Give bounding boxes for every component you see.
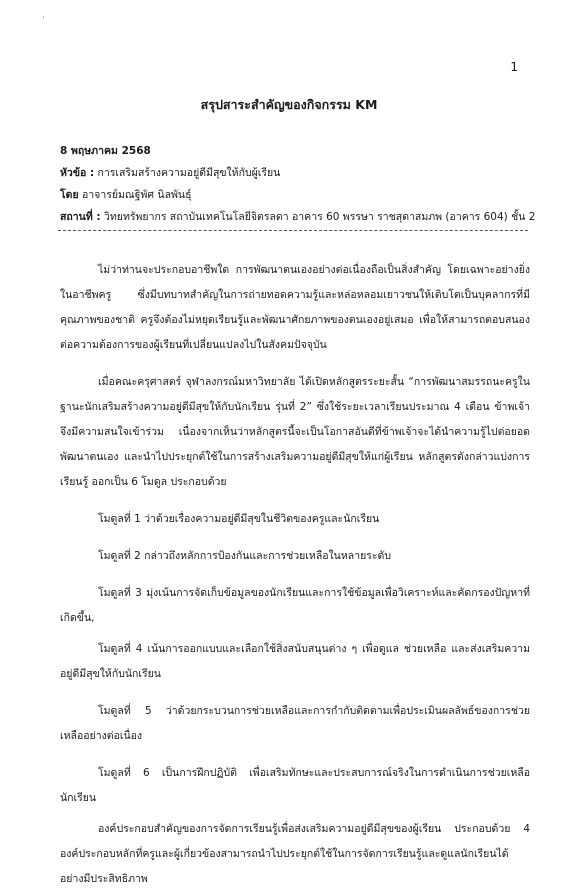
module-2: โมดูลที่ 2 กล่าวถึงหลักการป้องกันและการช่วยเหลือในหลายระดับ	[98, 550, 392, 562]
paragraph-intro: ไม่ว่าท่านจะประกอบอาชีพใด การพัฒนาตนเองอย่างต่อเนื่องถือเป็นสิ่งสำคัญ โดยเฉพาะอย่างยิ่งในอาชีพครู ซึ่งมีบทบาทสำคัญในการถ่ายทอดความรู้และหล่อหลอมเยาวชนให้เติบโตเป็นบุคลากรที่มีคุณภาพของชาติ ครูจึงต้องไม่หยุดเรียนรู้และพัฒนาศักยภาพของตนเองอยู่เสมอ เพื่อให้สามารถตอบสนองต่อความต้องการของผู้เรียนที่เปลี่ยนแปลงไปในสังคมปัจจุบัน	[60, 264, 530, 351]
place-label: สถานที่ :	[60, 211, 101, 223]
scan-mark: ʼ	[42, 16, 45, 26]
paragraph-course: เมื่อคณะครุศาสตร์ จุฬาลงกรณ์มหาวิทยาลัย ได้เปิดหลักสูตรระยะสั้น “การพัฒนาสมรรถนะครูในฐานะนักเสริมสร้างความอยู่ดีมีสุขให้กับนักเรียน รุ่นที่ 2” ซึ่งใช้ระยะเวลาเรียนประมาณ 4 เดือน ข้าพเจ้าจึงมีความสนใจเข้าร่วม เนื่องจากเห็นว่าหลักสูตรนี้จะเป็นโอกาสอันดีที่ข้าพเจ้าจะได้นำความรู้ไปต่อยอดพัฒนาตนเอง และนำไปประยุกต์ใช้ในการสร้างเสริมความอยู่ดีมีสุขให้แก่ผู้เรียน หลักสูตรดังกล่าวแบ่งการเรียนรู้ ออกเป็น 6 โมดูล ประกอบด้วย	[60, 376, 530, 488]
module-1: โมดูลที่ 1 ว่าด้วยเรื่องความอยู่ดีมีสุขในชีวิตของครูและนักเรียน	[98, 513, 380, 525]
topic-line	[60, 162, 560, 184]
topic-label: หัวข้อ :	[60, 167, 95, 179]
by-line	[60, 184, 560, 206]
page-number: 1	[510, 60, 518, 74]
module-3: โมดูลที่ 3 มุ่งเน้นการจัดเก็บข้อมูลของนักเรียนและการใช้ข้อมูลเพื่อวิเคราะห์และคัดกรองปัญหาที่เกิดขึ้น,	[60, 587, 530, 624]
place-line	[60, 206, 560, 228]
module-6: โมดูลที่ 6 เป็นการฝึกปฏิบัติ เพื่อเสริมทักษะและประสบการณ์จริงในการดำเนินการช่วยเหลือนักเรียน	[60, 767, 530, 804]
module-5: โมดูลที่ 5 ว่าด้วยกระบวนการช่วยเหลือและการกำกับติดตามเพื่อประเมินผลลัพธ์ของการช่วยเหลืออย่างต่อเนื่อง	[60, 705, 530, 742]
place-value: วิทยทรัพยากร สถาบันเทคโนโลยีจิตรลดา อาคาร 60 พรรษา ราชสุดาสมภพ (อาคาร 604) ชั้น 2	[103, 211, 536, 223]
topic-value: การเสริมสร้างความอยู่ดีมีสุขให้กับผู้เรียน	[97, 167, 281, 179]
meta-block	[60, 140, 560, 228]
module-4: โมดูลที่ 4 เน้นการออกแบบและเลือกใช้สิ่งสนับสนุนต่าง ๆ เพื่อดูแล ช่วยเหลือ และส่งเสริมความอยู่ดีมีสุขให้กับนักเรียน	[60, 643, 530, 680]
by-value: อาจารย์มณฐิพัศ นิลพันธุ์	[81, 189, 192, 201]
paragraph-components: องค์ประกอบสำคัญของการจัดการเรียนรู้เพื่อส่งเสริมความอยู่ดีมีสุขของผู้เรียน ประกอบด้วย 4 องค์ประกอบหลักที่ครูและผู้เกี่ยวข้องสามารถนำไปประยุกต์ใช้ในการจัดการเรียนรู้และดูแลนักเรียนได้อย่างมีประสิทธิภาพ	[60, 823, 530, 885]
date-value: 8 พฤษภาคม 2568	[60, 145, 151, 157]
document-title: สรุปสาระสำคัญของกิจกรรม KM	[200, 97, 378, 112]
dashed-divider	[58, 230, 528, 231]
body-text	[60, 258, 530, 892]
date-line	[60, 140, 560, 162]
by-label: โดย	[60, 189, 79, 201]
